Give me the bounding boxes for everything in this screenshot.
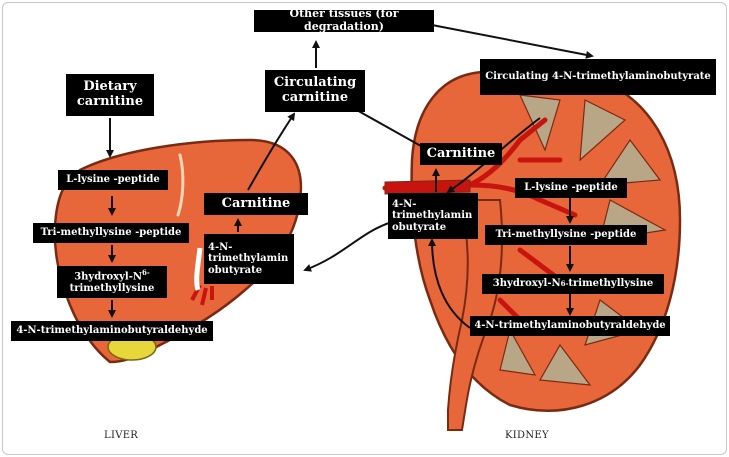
liver-label: LIVER <box>104 430 139 441</box>
kidney-tml-box: Tri-methyllysine -peptide <box>485 225 647 245</box>
renal-artery-stub <box>385 180 470 194</box>
liver-ligament <box>197 248 200 290</box>
liver-html-box <box>57 266 167 298</box>
circulating-carnitine-box: Circulating carnitine <box>265 70 365 112</box>
kidney-tmabal-box: 4-N-trimethylaminobutyraldehyde <box>470 316 670 336</box>
liver-tmabal-box: 4-N-trimethylaminobutyraldehyde <box>11 321 213 341</box>
liver-carnitine-box: Carnitine <box>204 193 308 215</box>
kidney-tmab-box: 4-N- trimethylamin obutyrate <box>388 193 478 239</box>
liver-tml-box: Tri-methyllysine -peptide <box>33 223 189 243</box>
other-tissues-box: Other tissues (for degradation) <box>254 10 434 32</box>
liver-tmab-box: 4-N- trimethylamin obutyrate <box>204 234 294 284</box>
arrow-kidney-tmab-to-liver <box>305 222 392 270</box>
kidney-label: KIDNEY <box>505 430 549 441</box>
liver-lysine-box: L-lysine -peptide <box>58 170 168 190</box>
kidney-html-box: 3hydroxyl-N 6- trimethyllysine <box>482 274 664 294</box>
dietary-carnitine-box: Dietary carnitine <box>66 74 154 116</box>
liver-html-line2: trimethyllysine <box>69 283 155 295</box>
circulating-tmab-box: Circulating 4-N-trimethylaminobutyrate <box>480 59 716 95</box>
kidney-carnitine-box: Carnitine <box>420 143 502 165</box>
arrow-other-to-kidney <box>432 25 592 56</box>
kidney-lysine-box: L-lysine -peptide <box>515 178 627 198</box>
liver-html-line1: $3hydroxyl-N^{6-}$ <box>74 268 150 283</box>
